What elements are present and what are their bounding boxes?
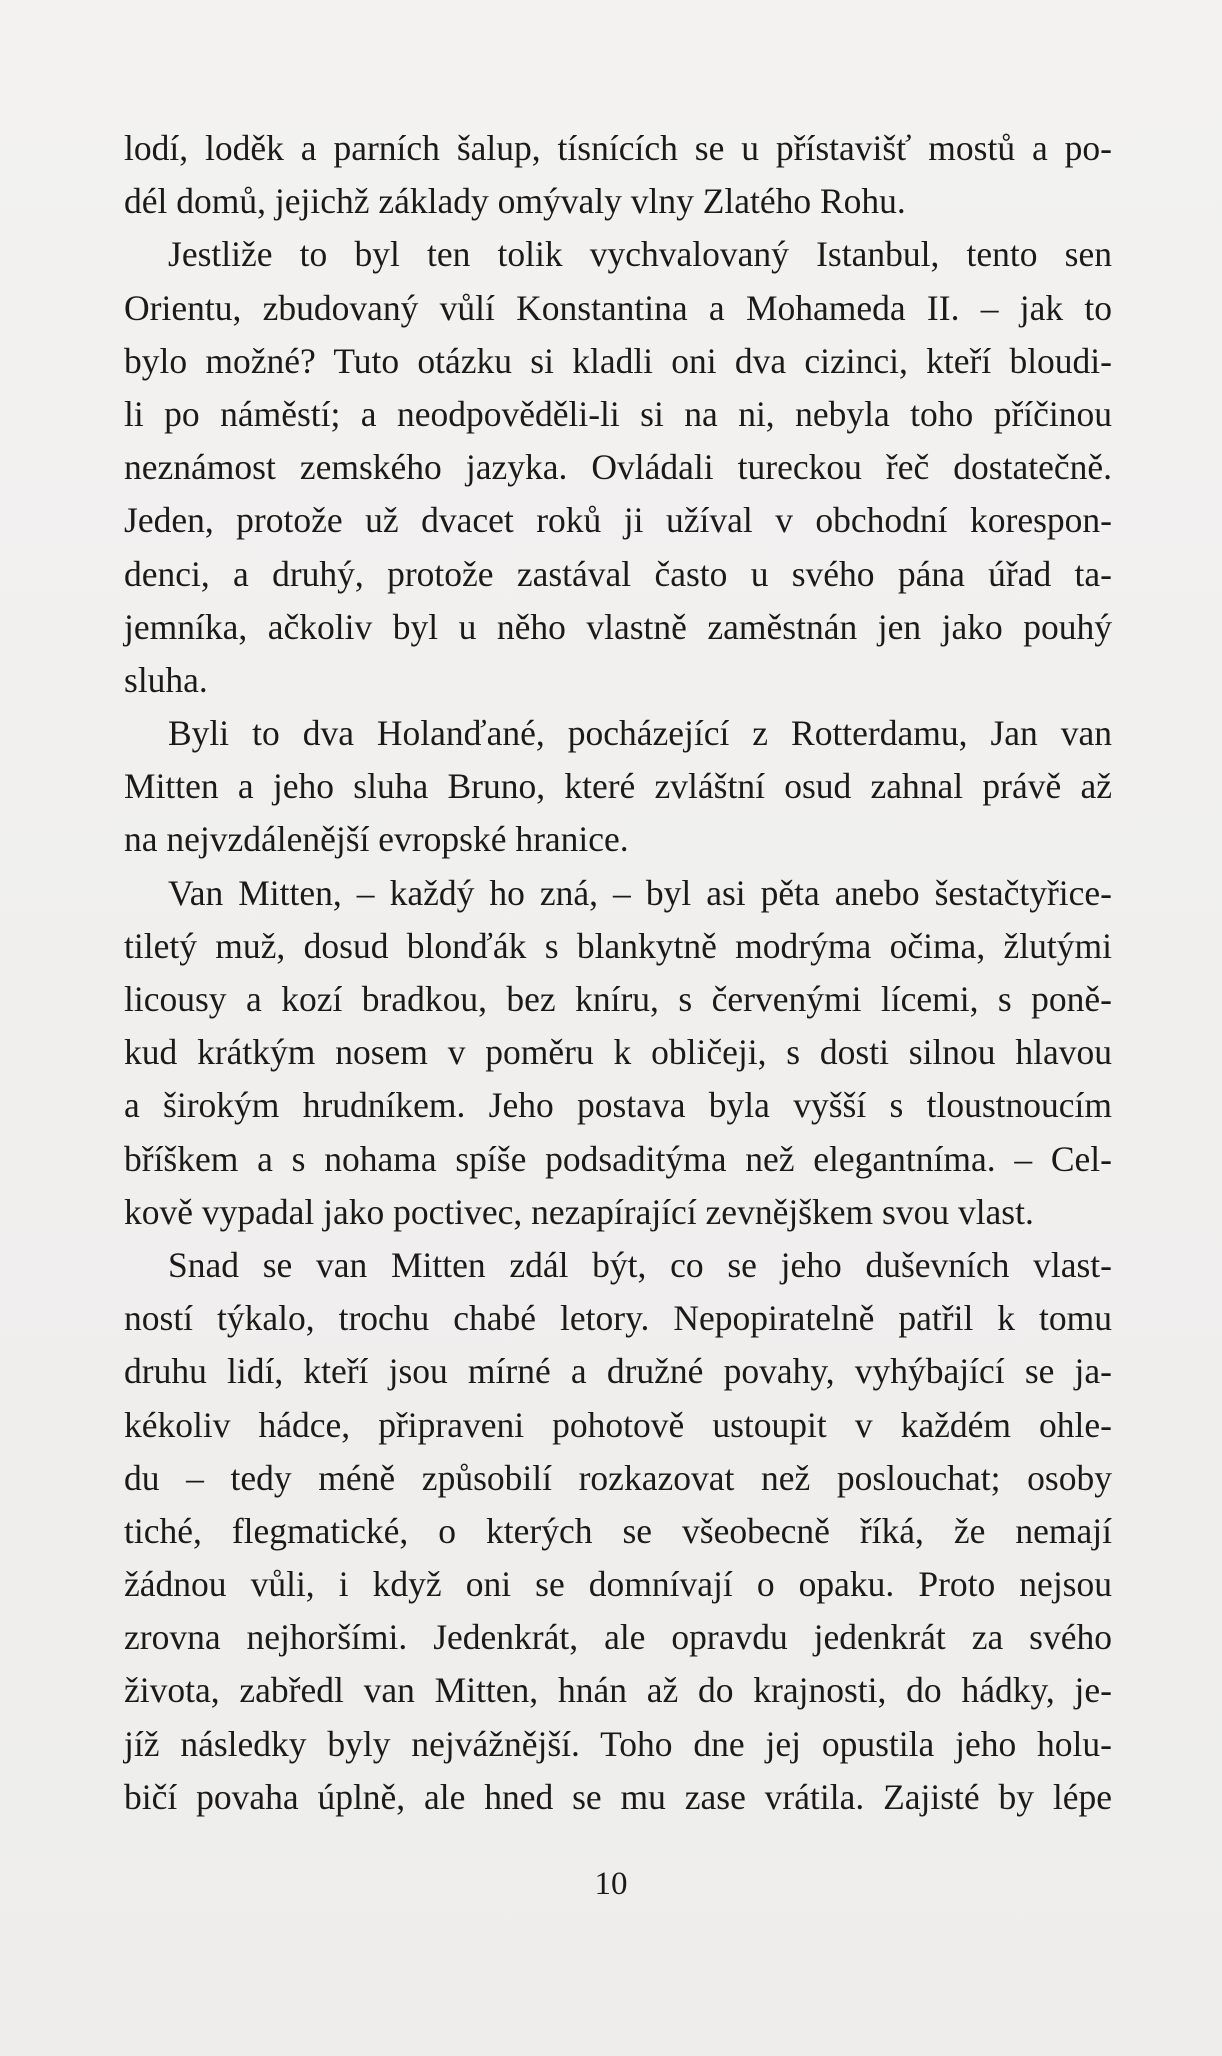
text-line: zrovna nejhoršími. Jedenkrát, ale opravdu jedenkrát za svého (124, 1617, 1112, 1658)
text-line: Orientu, zbudovaný vůlí Konstantina a Mohameda II. – jak to (124, 287, 1112, 328)
page-number: 10 (594, 1866, 628, 1902)
text-line: tiché, flegmatické, o kterých se všeobecně říká, že nemají (124, 1510, 1112, 1551)
text-line: du – tedy méně způsobilí rozkazovat než poslouchat; osoby (124, 1457, 1112, 1498)
text-line: kud krátkým nosem v poměru k obličeji, s dosti silnou hlavou (124, 1032, 1112, 1073)
text-line: lodí, loděk a parních šalup, tísnících se u přístavišť mostů a po- (124, 128, 1112, 168)
text-line: kékoliv hádce, připraveni pohotově ustoupit v každém ohle- (124, 1404, 1112, 1445)
text-line: Mitten a jeho sluha Bruno, které zvláštní osud zahnal právě až (124, 766, 1112, 807)
text-line: ností týkalo, trochu chabé letory. Nepopiratelně patřil k tomu (124, 1298, 1112, 1339)
text-line: neznámost zemského jazyka. Ovládali tureckou řeč dostatečně. (124, 447, 1112, 488)
text-line: kově vypadal jako poctivec, nezapírající zevnějškem svou vlast. (124, 1191, 1034, 1232)
text-line: bylo možné? Tuto otázku si kladli oni dva cizinci, kteří bloudi- (124, 340, 1112, 381)
text-line: Jeden, protože už dvacet roků ji užíval v obchodní korespon- (124, 500, 1112, 541)
text-line: Van Mitten, – každý ho zná, – byl asi pěta anebo šestačtyřice- (168, 872, 1112, 913)
text-line: bičí povaha úplně, ale hned se mu zase vrátila. Zajisté by lépe (124, 1776, 1112, 1817)
text-line: jemníka, ačkoliv byl u něho vlastně zaměstnán jen jako pouhý (124, 606, 1112, 647)
text-line: sluha. (124, 659, 208, 700)
text-line: života, zabředl van Mitten, hnán až do krajnosti, do hádky, je- (124, 1670, 1112, 1711)
text-line: denci, a druhý, protože zastával často u svého pána úřad ta- (124, 553, 1112, 594)
text-line: druhu lidí, kteří jsou mírné a družné povahy, vyhýbající se ja- (124, 1351, 1112, 1392)
text-line: Jestliže to byl ten tolik vychvalovaný Istanbul, tento sen (168, 234, 1112, 275)
body-text (124, 122, 1112, 1824)
text-line: tiletý muž, dosud blonďák s blankytně modrýma očima, žlutými (124, 925, 1112, 966)
text-line: dél domů, jejichž základy omývaly vlny Zlatého Rohu. (124, 181, 906, 222)
text-line: Snad se van Mitten zdál být, co se jeho duševních vlast- (168, 1244, 1112, 1285)
text-line: licousy a kozí bradkou, bez kníru, s červenými lícemi, s poně- (124, 979, 1112, 1019)
text-line: žádnou vůli, i když oni se domnívají o opaku. Proto nejsou (124, 1564, 1112, 1605)
text-line: a širokým hrudníkem. Jeho postava byla vyšší s tloustnoucím (124, 1085, 1112, 1126)
text-line: na nejvzdálenější evropské hranice. (124, 819, 629, 860)
text-line: li po náměstí; a neodpověděli-li si na ni, nebyla toho příčinou (124, 393, 1112, 434)
text-line: bříškem a s nohama spíše podsaditýma než elegantníma. – Cel- (124, 1138, 1112, 1179)
text-line: Byli to dva Holanďané, pocházející z Rotterdamu, Jan van (168, 713, 1112, 754)
text-line: jíž následky byly nejvážnější. Toho dne jej opustila jeho holu- (124, 1723, 1112, 1764)
